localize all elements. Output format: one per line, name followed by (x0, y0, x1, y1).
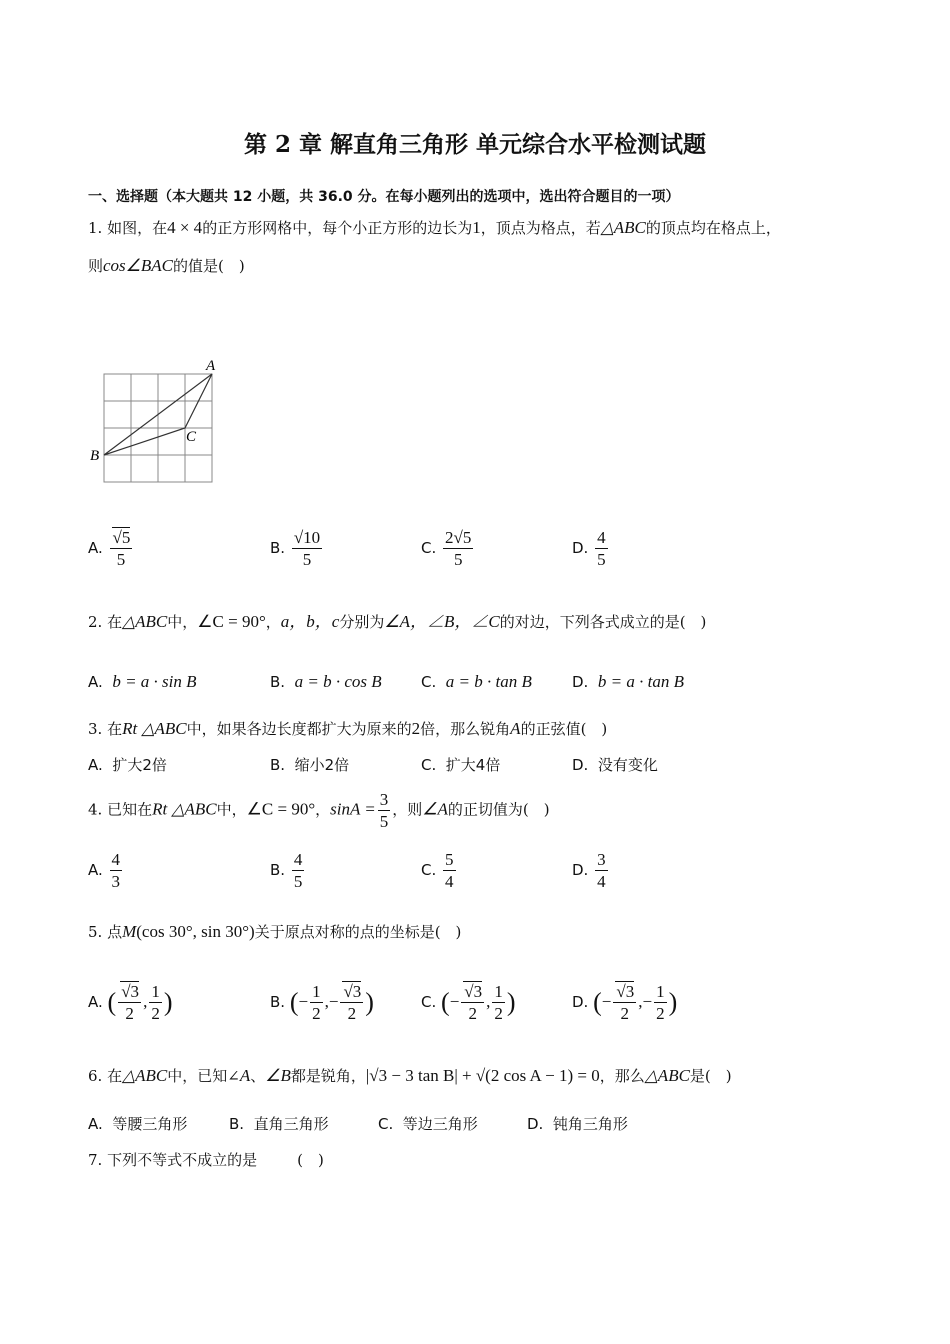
q4-option-c[interactable]: C. $\frac{5}{4}$ (421, 850, 454, 891)
question-4: 4. 已知在Rt △ABC中，∠C = 90°，sinA = $\frac{3}{5}$ ，则∠A的正切值为( ) (88, 790, 550, 831)
q6-option-a[interactable]: A. 等腰三角形 (88, 1115, 188, 1133)
vertex-label-a: A (206, 358, 216, 374)
q2-option-c[interactable]: C. a = b · tan B (421, 672, 532, 691)
section-header: 一、选择题（本大题共 12 小题，共 36.0 分。在每小题列出的选项中，选出符合题目的一项） (88, 189, 680, 205)
q6-option-c[interactable]: C. 等边三角形 (378, 1115, 478, 1133)
q4-option-a[interactable]: A. $\frac{4}{3}$ (88, 850, 121, 891)
q2-option-b[interactable]: B. a = b · cos B (270, 672, 382, 691)
q4-option-d[interactable]: D. $\frac{3}{4}$ (572, 850, 606, 891)
q5-option-a[interactable]: A. ( $\frac{√3}{2}$ , $\frac{1}{2}$ ) (88, 982, 173, 1023)
question-1-line-2: 则cos∠BAC的值是( ) (88, 256, 245, 275)
q4-option-b[interactable]: B. $\frac{4}{5}$ (270, 850, 303, 891)
q1-option-a[interactable]: A. $\frac{√5}{5}$ (88, 528, 131, 569)
question-5: 5. 点M(cos 30°, sin 30°)关于原点对称的点的坐标是( ) (88, 922, 462, 941)
q3-option-a[interactable]: A. 扩大2倍 (88, 756, 167, 774)
question-7: 7. 下列不等式不成立的是 ( ) (88, 1151, 324, 1169)
q6-option-d[interactable]: D. 钝角三角形 (527, 1115, 628, 1133)
q6-option-b[interactable]: B. 直角三角形 (229, 1115, 329, 1133)
q1-option-c[interactable]: C. $\frac{2√5}{5}$ (421, 528, 472, 569)
square-grid (104, 374, 212, 482)
q1-option-d[interactable]: D. $\frac{4}{5}$ (572, 528, 606, 569)
vertex-label-c: C (186, 429, 197, 445)
q2-option-a[interactable]: A. b = a · sin B (88, 672, 197, 691)
vertex-label-b: B (90, 448, 100, 464)
q3-option-c[interactable]: C. 扩大4倍 (421, 756, 501, 774)
q2-option-d[interactable]: D. b = a · tan B (572, 672, 684, 691)
question-1-line-1: 1. 如图，在4 × 4的正方形网格中，每个小正方形的边长为1，顶点为格点，若△ABC的顶点均在格点上， (88, 218, 781, 237)
q5-option-b[interactable]: B. (− $\frac{1}{2}$ ,− $\frac{√3}{2}$ ) (270, 982, 374, 1023)
grid-figure (86, 352, 226, 488)
question-6: 6. 在△ABC中，已知∠A、∠B都是锐角，|√3 − 3 tan B| + √(2 cos A − 1) = 0，那么△ABC是( ) (88, 1066, 732, 1085)
question-2: 2. 在△ABC中，∠C = 90°，a，b，c分别为∠A，∠B，∠C的对边，下列各式成立的是( ) (88, 612, 707, 631)
question-3: 3. 在Rt △ABC中，如果各边长度都扩大为原来的2倍，那么锐角A的正弦值( ) (88, 719, 608, 738)
q3-option-b[interactable]: B. 缩小2倍 (270, 756, 350, 774)
q5-option-c[interactable]: C. (− $\frac{√3}{2}$ , $\frac{1}{2}$ ) (421, 982, 516, 1023)
q1-option-b[interactable]: B. $\frac{√10}{5}$ (270, 528, 321, 569)
page-title: 第 2 章 解直角三角形 单元综合水平检测试题 (243, 131, 707, 158)
q3-option-d[interactable]: D. 没有变化 (572, 756, 658, 774)
q5-option-d[interactable]: D. (− $\frac{√3}{2}$ ,− $\frac{1}{2}$ ) (572, 982, 678, 1023)
